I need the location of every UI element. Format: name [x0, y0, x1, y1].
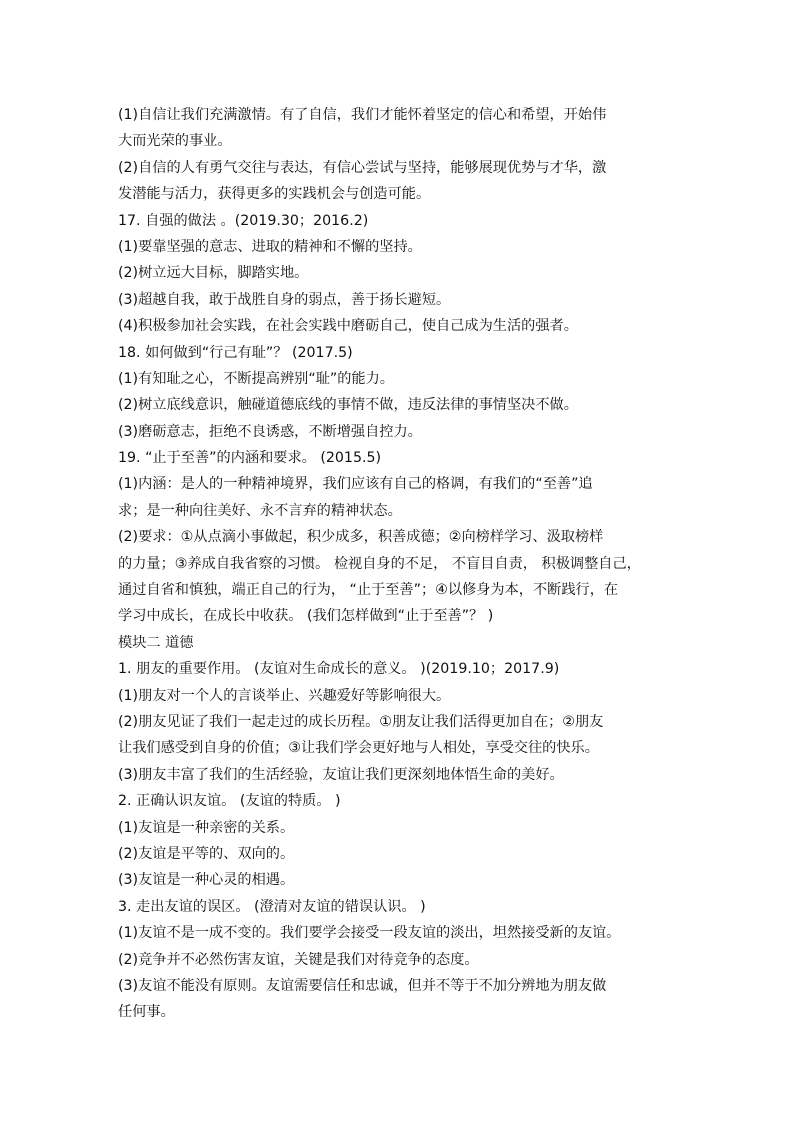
- text-line: 通过自省和慎独，端正自己的行为， “止于至善”；④以修身为本，不断践行，在: [118, 582, 619, 599]
- section-heading: 1. 朋友的重要作用。 (友谊对生命成长的意义。 )(2019.10；2017.9): [118, 661, 560, 678]
- text-line: 的力量；③养成自我省察的习惯。 检视自身的不足， 不盲目自责， 积极调整自己，: [118, 555, 641, 572]
- section-heading: 18. 如何做到“行己有耻”？ (2017.5): [118, 344, 353, 361]
- text-line: (1)友谊不是一成不变的。我们要学会接受一段友谊的淡出，坦然接受新的友谊。: [118, 925, 621, 942]
- text-line: 学习中成长，在成长中收获。 (我们怎样做到“止于至善”？ ): [118, 608, 494, 625]
- document-body: [118, 102, 678, 1026]
- text-line: (2)树立底线意识，触碰道德底线的事情不做，违反法律的事情坚决不做。: [118, 397, 578, 414]
- text-line: 让我们感受到自身的价值；③让我们学会更好地与人相处，享受交往的快乐。: [118, 740, 599, 757]
- text-line: (2)自信的人有勇气交往与表达，有信心尝试与坚持，能够展现优势与才华，激: [118, 159, 607, 176]
- text-line: (3)友谊不能没有原则。友谊需要信任和忠诚，但并不等于不加分辨地为朋友做: [118, 977, 607, 994]
- text-line: (1)有知耻之心，不断提高辨别“耻”的能力。: [118, 370, 394, 387]
- module-heading: 模块二 道德: [118, 634, 194, 651]
- text-line: (3)友谊是一种心灵的相遇。: [118, 872, 295, 889]
- text-line: (4)积极参加社会实践，在社会实践中磨砺自己，使自己成为生活的强者。: [118, 318, 578, 335]
- section-heading: 17. 自强的做法 。(2019.30；2016.2): [118, 212, 369, 229]
- section-heading: 2. 正确认识友谊。 (友谊的特质。 ): [118, 793, 341, 810]
- text-line: (2)友谊是平等的、双向的。: [118, 845, 295, 862]
- text-line: 发潜能与活力，获得更多的实践机会与创造可能。: [118, 186, 431, 203]
- text-line: 求；是一种向往美好、永不言弃的精神状态。: [118, 502, 402, 519]
- text-line: (3)朋友丰富了我们的生活经验，友谊让我们更深刻地体悟生命的美好。: [118, 766, 564, 783]
- text-line: (2)朋友见证了我们一起走过的成长历程。①朋友让我们活得更加自在；②朋友: [118, 713, 604, 730]
- text-line: (1)内涵：是人的一种精神境界，我们应该有自己的格调，有我们的“至善”追: [118, 476, 593, 493]
- section-heading: 19. “止于至善”的内涵和要求。 (2015.5): [118, 450, 382, 467]
- text-line: (3)磨砺意志，拒绝不良诱惑，不断增强自控力。: [118, 423, 422, 440]
- text-line: (2)树立远大目标，脚踏实地。: [118, 265, 309, 282]
- text-line: 大而光荣的事业。: [118, 133, 232, 150]
- section-heading: 3. 走出友谊的误区。 (澄清对友谊的错误认识。 ): [118, 898, 426, 915]
- text-line: (2)竞争并不必然伤害友谊，关键是我们对待竞争的态度。: [118, 951, 479, 968]
- text-line: (1)要靠坚强的意志、进取的精神和不懈的坚持。: [118, 238, 422, 255]
- text-line: (1)自信让我们充满激情。有了自信，我们才能怀着坚定的信心和希望，开始伟: [118, 107, 607, 123]
- text-line: 任何事。: [118, 1004, 175, 1021]
- text-line: (1)友谊是一种亲密的关系。: [118, 819, 295, 836]
- text-line: (1)朋友对一个人的言谈举止、兴趣爱好等影响很大。: [118, 687, 451, 704]
- text-line: (3)超越自我，敢于战胜自身的弱点，善于扬长避短。: [118, 291, 451, 308]
- text-line: (2)要求：①从点滴小事做起，积少成多，积善成德；②向榜样学习、汲取榜样: [118, 529, 604, 546]
